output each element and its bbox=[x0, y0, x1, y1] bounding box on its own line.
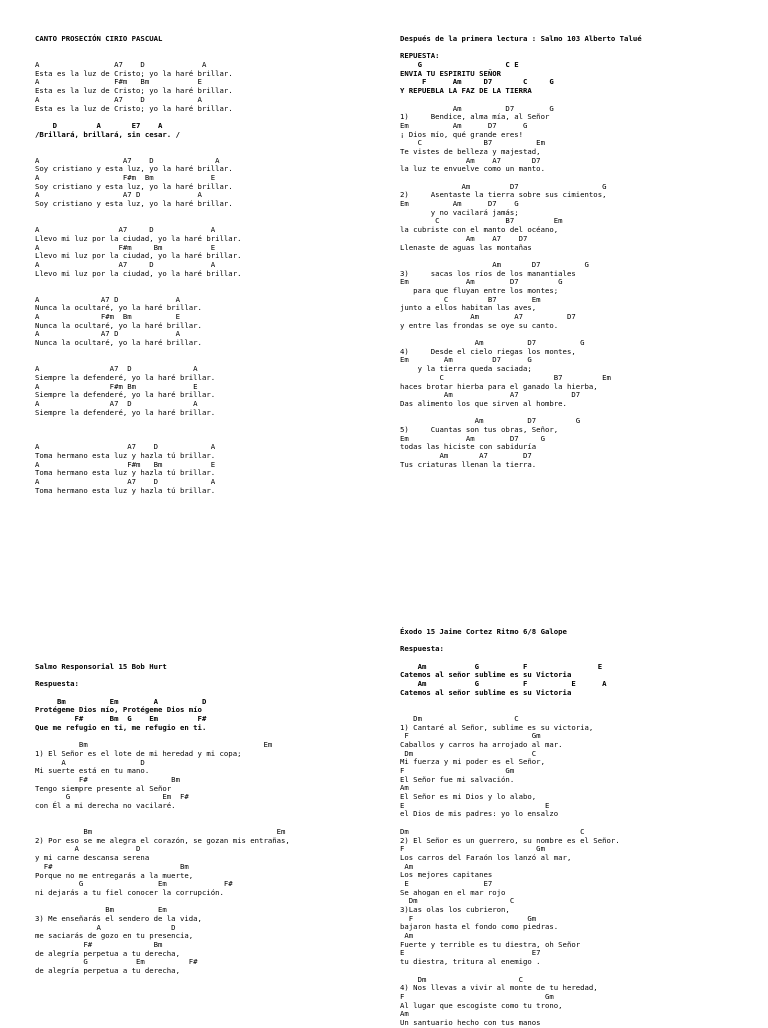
song-line: A A7 D A bbox=[35, 477, 216, 487]
song-lines bbox=[400, 637, 620, 1028]
song-line: A A7 D A bbox=[35, 364, 198, 374]
song-line: Am D7 G bbox=[400, 416, 581, 426]
song-line: me saciarás de gozo en tu presencia, bbox=[35, 931, 194, 941]
song-line: Llevo mi luz por la ciudad, yo la haré brillar. bbox=[35, 233, 242, 243]
song-line: Catemos al señor sublime es su Victoria bbox=[400, 670, 572, 680]
song-line: ni dejarás a tu fiel conocer la corrupción. bbox=[35, 887, 224, 897]
song-line: Los carros del Faraón los lanzó al mar, bbox=[400, 852, 572, 862]
song-line: A A7 D A bbox=[35, 94, 202, 104]
song-line: Porque no me entregarás a la muerte, bbox=[35, 870, 194, 880]
song-line: Am D7 G bbox=[400, 181, 607, 191]
song-line: Llenaste de aguas las montañas bbox=[400, 242, 532, 252]
song-salmo-15 bbox=[35, 663, 290, 976]
song-line: Siempre la defenderé, yo la haré brillar. bbox=[35, 372, 216, 382]
song-title: CANTO PROSECIÓN CIRIO PASCUAL bbox=[35, 34, 163, 43]
song-line: A A7 D A bbox=[35, 190, 202, 200]
song-line: ENVIA TU ESPIRITU SEÑOR bbox=[400, 68, 502, 78]
song-line: Soy cristiano y esta luz, yo la haré brillar. bbox=[35, 199, 233, 209]
song-title: Después de la primera lectura : Salmo 103 Alberto Talué bbox=[400, 34, 642, 43]
song-line: A A7 D A bbox=[35, 259, 216, 269]
song-line: Caballos y carros ha arrojado al mar. bbox=[400, 739, 563, 749]
song-line: Am D7 G bbox=[400, 259, 589, 269]
song-line: Y REPUEBLA LA FAZ DE LA TIERRA bbox=[400, 86, 532, 96]
song-line: Am A7 D7 bbox=[400, 312, 576, 321]
song-line: con Él a mi derecha no vacilaré. bbox=[35, 801, 176, 810]
song-line: A F#m Bm E bbox=[35, 242, 216, 252]
song-line: Bm Em bbox=[35, 740, 273, 750]
song-line: Toma hermano esta luz y hazla tú brillar. bbox=[35, 485, 216, 495]
song-line: y la tierra queda saciada; bbox=[400, 364, 532, 374]
song-line: la luz te envuelve como un manto. bbox=[400, 164, 545, 174]
song-line: Esta es la luz de Cristo; yo la haré brillar. bbox=[35, 68, 233, 78]
song-line: Am bbox=[400, 931, 414, 941]
song-line: Respuesta: bbox=[400, 644, 444, 654]
song-line: 2) Asentaste la tierra sobre sus cimientos, bbox=[400, 190, 607, 200]
song-line: Tengo siempre presente al Señor bbox=[35, 783, 172, 793]
song-line: Esta es la luz de Cristo; yo la haré brillar. bbox=[35, 103, 233, 113]
song-line: A F#m Bm E bbox=[35, 459, 216, 469]
song-line: G Em F# bbox=[35, 879, 233, 889]
song-line: E E bbox=[400, 800, 550, 810]
song-line: Fuerte y terrible es tu diestra, oh Señor bbox=[400, 939, 581, 949]
song-line: Esta es la luz de Cristo; yo la haré brillar. bbox=[35, 86, 233, 96]
song-line: haces brotar hierba para el ganado la hierba, bbox=[400, 381, 598, 391]
song-line: Siempre la defenderé, yo la haré brillar. bbox=[35, 390, 216, 400]
song-line: Catemos al señor sublime es su Victoria bbox=[400, 687, 572, 697]
song-line: A D bbox=[35, 922, 176, 932]
song-line: E E7 bbox=[400, 948, 541, 958]
song-line: F# Bm bbox=[35, 861, 189, 871]
song-line: 4) Nos llevas a vivir al monte de tu heredad, bbox=[400, 983, 598, 993]
song-line: Llevo mi luz por la ciudad, yo la haré brillar. bbox=[35, 251, 242, 261]
song-line: G C E bbox=[400, 60, 519, 70]
song-line: Que me refugio en ti, me refugio en ti. bbox=[35, 722, 207, 732]
song-line: y entre las frondas se oye su canto. bbox=[400, 320, 559, 330]
song-line: 3) Me enseñarás el sendero de la vida, bbox=[35, 913, 202, 923]
song-line: A D bbox=[35, 844, 141, 854]
song-line: Se ahogan en el mar rojo bbox=[400, 887, 506, 897]
song-line: y mi carne descansa serena bbox=[35, 853, 150, 863]
song-line: de alegría perpetua a tu derecha, bbox=[35, 948, 180, 958]
song-line: Mi fuerza y mi poder es el Señor, bbox=[400, 757, 545, 767]
song-line: F Am D7 C G bbox=[400, 77, 554, 87]
song-line: Siempre la defenderé, yo la haré brillar. bbox=[35, 407, 216, 417]
song-line: Am A7 D7 bbox=[400, 390, 581, 400]
song-line: A F#m Bm E bbox=[35, 381, 198, 391]
song-line: Am D7 G bbox=[400, 338, 585, 348]
song-line: Al lugar que escogiste como tu trono, bbox=[400, 1000, 563, 1010]
song-line: tu diestra, tritura al enemigo . bbox=[400, 957, 541, 967]
song-line: F Gm bbox=[400, 731, 541, 741]
song-line: y no vacilará jamás; bbox=[400, 207, 519, 217]
song-line: 3)Las olas los cubrieron, bbox=[400, 905, 510, 914]
song-line: Nunca la ocultaré, yo la haré brillar. bbox=[35, 320, 202, 330]
song-line: Dm C bbox=[400, 713, 519, 723]
song-line: Am A7 D7 bbox=[400, 233, 528, 243]
song-line: F# Bm G Em F# bbox=[35, 714, 207, 724]
song-line: El Señor fue mi salvación. bbox=[400, 774, 515, 784]
song-line: Soy cristiano y esta luz, yo la haré brillar. bbox=[35, 181, 233, 191]
song-line: A F#m Bm E bbox=[35, 312, 180, 321]
song-line: Am bbox=[400, 861, 414, 871]
song-lines bbox=[400, 44, 642, 470]
song-line: F Gm bbox=[400, 766, 515, 775]
song-line: Am A7 D7 bbox=[400, 155, 541, 165]
song-line: Am G F E bbox=[400, 661, 603, 671]
song-line: para que fluyan entre los montes; bbox=[400, 285, 559, 295]
song-line: Em Am D7 G bbox=[400, 199, 519, 209]
song-line: 1) Bendice, alma mía, al Señor bbox=[400, 112, 550, 122]
song-line: Toma hermano esta luz y hazla tú brillar. bbox=[35, 451, 216, 460]
song-line: 4) Desde el cielo riegas los montes, bbox=[400, 346, 576, 356]
song-line: Dm C bbox=[400, 974, 524, 984]
song-line: D A E7 A bbox=[35, 120, 163, 130]
song-line: Tus criaturas llenan la tierra. bbox=[400, 459, 537, 469]
song-line: Dm C bbox=[400, 826, 585, 836]
song-line: Nunca la ocultaré, yo la haré brillar. bbox=[35, 303, 202, 313]
song-line: F Gm bbox=[400, 991, 554, 1001]
song-line: A A7 D A bbox=[35, 60, 207, 70]
song-line: C B7 Em bbox=[400, 294, 541, 304]
song-line: F Gm bbox=[400, 913, 537, 923]
song-line: 2) El Señor es un guerrero, su nombre es el Señor. bbox=[400, 835, 620, 845]
song-lines bbox=[35, 672, 290, 976]
song-line: Toma hermano esta luz y hazla tú brillar. bbox=[35, 468, 216, 478]
song-line: A A7 D A bbox=[35, 225, 216, 235]
song-line: F Gm bbox=[400, 844, 545, 854]
song-line: Bm Em A D bbox=[35, 696, 207, 706]
song-line: A A7 D A bbox=[35, 329, 180, 339]
song-line: C B7 Em bbox=[400, 138, 545, 148]
song-line: la cubriste con el manto del océano, bbox=[400, 225, 559, 235]
song-line: Em Am D7 G bbox=[400, 120, 528, 130]
song-line: F# Bm bbox=[35, 774, 180, 784]
song-line: A A7 D A bbox=[35, 442, 216, 452]
song-line: el Dios de mis padres: yo lo ensalzo bbox=[400, 809, 559, 819]
song-line: 2) Por eso se me alegra el corazón, se gozan mis entrañas, bbox=[35, 835, 290, 845]
song-line: C B7 Em bbox=[400, 372, 611, 382]
song-line: ¡ Dios mío, qué grande eres! bbox=[400, 129, 524, 139]
song-line: A A7 D A bbox=[35, 294, 180, 304]
song-line: F# Bm bbox=[35, 940, 163, 949]
song-line: Te vistes de belleza y majestad, bbox=[400, 146, 541, 156]
song-line: Dm C bbox=[400, 748, 537, 758]
song-canto-prosecion bbox=[35, 35, 241, 495]
song-line: junto a ellos habitan las aves, bbox=[400, 303, 537, 313]
song-line: Am bbox=[400, 783, 409, 793]
song-line: Un santuario hecho con tus manos bbox=[400, 1017, 541, 1027]
song-line: Mi suerte está en tu mano. bbox=[35, 766, 150, 776]
song-line: Los mejores capitanes bbox=[400, 870, 493, 880]
song-line: todas las hiciste con sabiduría bbox=[400, 442, 537, 452]
song-line: 1) Cantaré al Señor, sublime es su victoria, bbox=[400, 722, 594, 732]
song-line: Protégeme Dios mío, Protégeme Dios mío bbox=[35, 705, 202, 715]
song-line: Em Am D7 G bbox=[400, 433, 545, 443]
song-line: G Em F# bbox=[35, 957, 198, 967]
song-line: REPUESTA: bbox=[400, 51, 440, 61]
song-line: Am D7 G bbox=[400, 103, 554, 113]
song-line: E E7 bbox=[400, 878, 493, 888]
song-line: Am G F E A bbox=[400, 679, 607, 689]
song-line: G Em F# bbox=[35, 792, 189, 802]
song-line: /Brillará, brillará, sin cesar. / bbox=[35, 129, 180, 139]
song-line: Am bbox=[400, 1009, 409, 1019]
song-salmo-103 bbox=[400, 35, 642, 469]
song-line: Em Am D7 G bbox=[400, 355, 532, 365]
song-title: Éxodo 15 Jaime Cortez Ritmo 6/8 Galope bbox=[400, 627, 567, 636]
song-line: Soy cristiano y esta luz, yo la haré brillar. bbox=[35, 164, 233, 174]
song-line: Am A7 D7 bbox=[400, 451, 532, 460]
song-line: C B7 Em bbox=[400, 216, 563, 226]
song-line: A F#m Bm E bbox=[35, 77, 202, 87]
song-line: A A7 D A bbox=[35, 155, 220, 165]
song-line: A A7 D A bbox=[35, 398, 198, 408]
song-line: Bm Em bbox=[35, 827, 286, 837]
song-line: 3) sacas los ríos de los manantiales bbox=[400, 268, 576, 278]
song-lines bbox=[35, 61, 241, 495]
song-line: bajaron hasta el fondo como piedras. bbox=[400, 922, 559, 932]
song-line: El Señor es mi Dios y lo alabo, bbox=[400, 792, 537, 802]
song-line: Nunca la ocultaré, yo la haré brillar. bbox=[35, 338, 202, 348]
song-line: A D bbox=[35, 757, 145, 767]
song-line: de alegría perpetua a tu derecha, bbox=[35, 966, 180, 976]
song-exodo-15 bbox=[400, 628, 620, 1028]
song-line: Das alimento los que sirven al hombre. bbox=[400, 398, 567, 408]
song-line: Em Am D7 G bbox=[400, 277, 563, 287]
song-line: Bm Em bbox=[35, 905, 167, 915]
song-line: Respuesta: bbox=[35, 679, 79, 689]
song-line: 1) El Señor es el lote de mi heredad y mi copa; bbox=[35, 748, 242, 758]
song-title: Salmo Responsorial 15 Bob Hurt bbox=[35, 662, 167, 671]
song-line: Dm C bbox=[400, 896, 515, 906]
song-line: Llevo mi luz por la ciudad, yo la haré brillar. bbox=[35, 268, 242, 278]
song-line: A F#m Bm E bbox=[35, 173, 216, 182]
song-line: 5) Cuantas son tus obras, Señor, bbox=[400, 424, 559, 434]
